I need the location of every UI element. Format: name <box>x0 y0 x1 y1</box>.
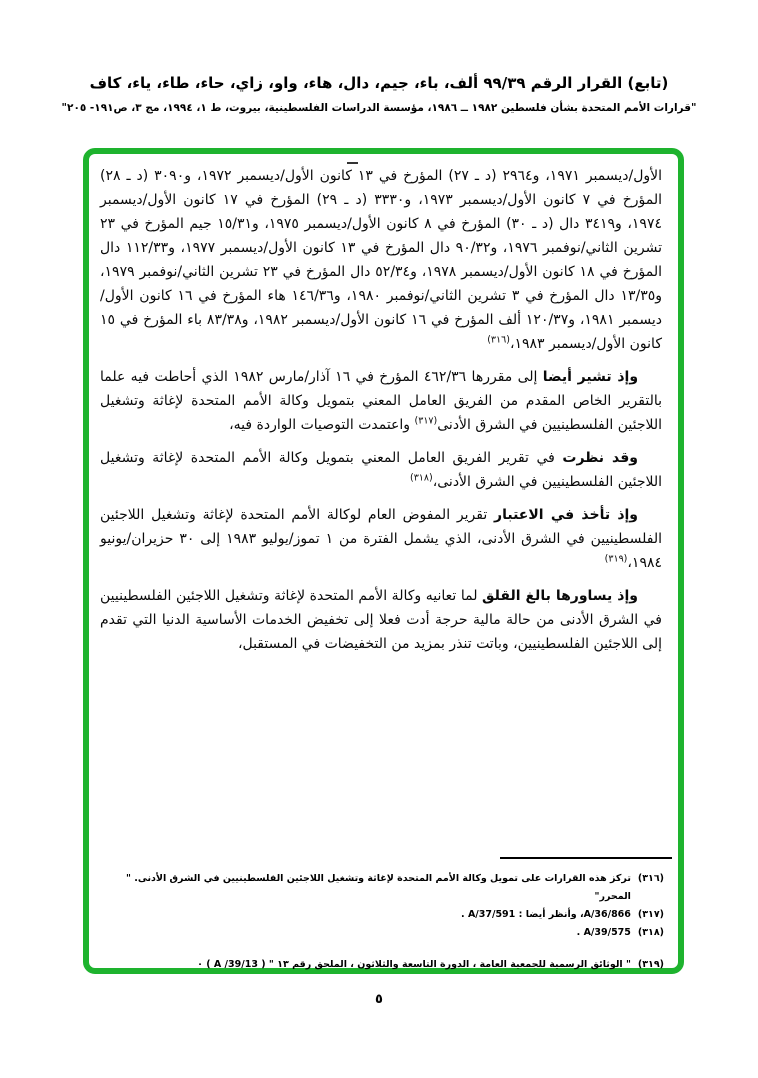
footnote-item <box>101 924 664 942</box>
footnote-item <box>101 906 664 924</box>
paragraph: الأول/ديسمبر ١٩٧١، و٢٩٦٤ (د ـ ٢٧) المؤرخ في ١٣ كانون الأول/ديسمبر ١٩٧٢، و٣٠٩٠ (د ـ ٢٨) المؤرخ في ٧ كانون الأول/ديسمبر ١٩٧٣، و٣٣٣٠ (د ـ ٢٩) المؤرخ في ١٧ كانون الأول/ديسمبر ١٩٧٤، و٣٤١٩ دال (د ـ ٣٠) المؤرخ في ٨ كانون الأول/ديسمبر ١٩٧٥، و١٥/٣١ جيم المؤرخ في ٢٣ تشرين الثاني/نوفمبر ١٩٧٦، و٩٠/٣٢ دال المؤرخ في ١٣ كانون الأول/ديسمبر ١٩٧٧، و١١٢/٣٣ دال المؤرخ في ١٨ كانون الأول/ديسمبر ١٩٧٨، و٥٢/٣٤ دال المؤرخ في ٢٣ تشرين الثاني/نوفمبر ١٩٧٩، و١٣/٣٥ دال المؤرخ في ٣ تشرين الثاني/نوفمبر ١٩٨٠، و١٤٦/٣٦ هاء المؤرخ في ١٦ كانون الأول/ديسمبر ١٩٨١، و١٢٠/٣٧ ألف المؤرخ في ١٦ كانون الأول/ديسمبر ١٩٨٢، و٨٣/٣٨ باء المؤرخ في ١٥ كانون الأول/ديسمبر ١٩٨٣،$^{(٣١٦)}$ <box>100 168 663 352</box>
paragraph: وقد نظرت في تقرير الفريق العامل المعني بتمويل وكالة الأمم المتحدة لإغاثة وتشغيل اللاجئين الفلسطينيين في الشرق الأدنى،$^{(٣١٨)}$ <box>100 450 662 490</box>
document-source-citation: "قرارات الأمم المتحدة بشأن فلسطين ١٩٨٢ ــ ١٩٨٦، مؤسسة الدراسات الفلسطينية، بيروت، ط ١، ١٩٩٤، مج ٣، ص١٩١- ٢٠٥" <box>61 102 697 114</box>
footnote-divider <box>500 857 672 859</box>
footnote-text: " الوثائق الرسمية للجمعية العامة ، الدورة التاسعة والثلاثون ، الملحق رقم ١٣ " ( A /39/13 ) ٠ <box>197 959 631 970</box>
footnote-text: A/39/575 . <box>576 927 631 938</box>
footnote-text: A/36/866، وأنظر أيضا : A/37/591 . <box>461 909 631 920</box>
paragraph: وإذ تأخذ في الاعتبار تقرير المفوض العام لوكالة الأمم المتحدة لإغاثة وتشغيل اللاجئين الفلسطينيين في الشرق الأدنى، الذي يشمل الفترة من ١ تموز/يوليو ١٩٨٣ إلى ٣٠ حزيران/يونيو ١٩٨٤،$^{(٣١٩)}$ <box>100 507 663 571</box>
footnote-reference: (٣١٧) <box>414 415 438 427</box>
paragraph: وإذ يساورها بالغ القلق لما تعانيه وكالة الأمم المتحدة لإغاثة وتشغيل اللاجئين الفلسطينيين في الشرق الأدنى من حالة مالية حرجة أدت فعلا إلى تخفيض الخدمات الأساسية الدنيا التي تقدم إلى اللاجئين الفلسطينيين، وباتت تنذر بمزيد من التخفيضات في المستقبل، <box>100 588 662 652</box>
paragraph-lead: وإذ تشير أيضا <box>542 369 639 385</box>
footnote-text: تركز هذه القرارات على تمويل وكالة الأمم المتحدة لإغاثة وتشغيل اللاجئين الفلسطينيين في الشرق الأدنى. " المحرر" <box>125 873 631 902</box>
paragraph-lead: وإذ تأخذ في الاعتبار <box>494 507 638 523</box>
footnote-item <box>101 956 664 974</box>
footnote-reference: (٣١٦) <box>487 334 510 346</box>
footnotes <box>101 870 664 974</box>
footnote-number: (٣١٦) <box>637 873 664 884</box>
footnote-number: (٣١٧) <box>637 909 664 920</box>
footnote-item <box>101 870 664 906</box>
paragraph-lead: وقد نظرت <box>562 450 638 466</box>
resolution-text <box>100 164 662 665</box>
page-number: ٥ <box>375 992 383 1007</box>
content-box <box>83 148 684 974</box>
footnote-reference: (٣١٩) <box>604 553 628 565</box>
paragraph-lead: وإذ يساورها بالغ القلق <box>482 588 638 604</box>
paragraph: وإذ تشير أيضا إلى مقررها ٤٦٢/٣٦ المؤرخ في ١٦ آذار/مارس ١٩٨٢ الذي أحاطت فيه علما بالتقرير الخاص المقدم من الفريق العامل المعني بتمويل وكالة الأمم المتحدة لإغاثة وتشغيل اللاجئين الفلسطينيين في الشرق الأدنى$^{(٣١٧)}$ واعتمدت التوصيات الواردة فيه، <box>100 369 662 433</box>
document-title: (تابع) القرار الرقم ٩٩/٣٩ ألف، باء، جيم، دال، هاء، واو، زاي، حاء، طاء، ياء، كاف <box>89 74 669 92</box>
footnote-number: (٣١٩) <box>637 959 664 970</box>
footnote-reference: (٣١٨) <box>409 472 433 484</box>
footnote-number: (٣١٨) <box>637 927 664 938</box>
